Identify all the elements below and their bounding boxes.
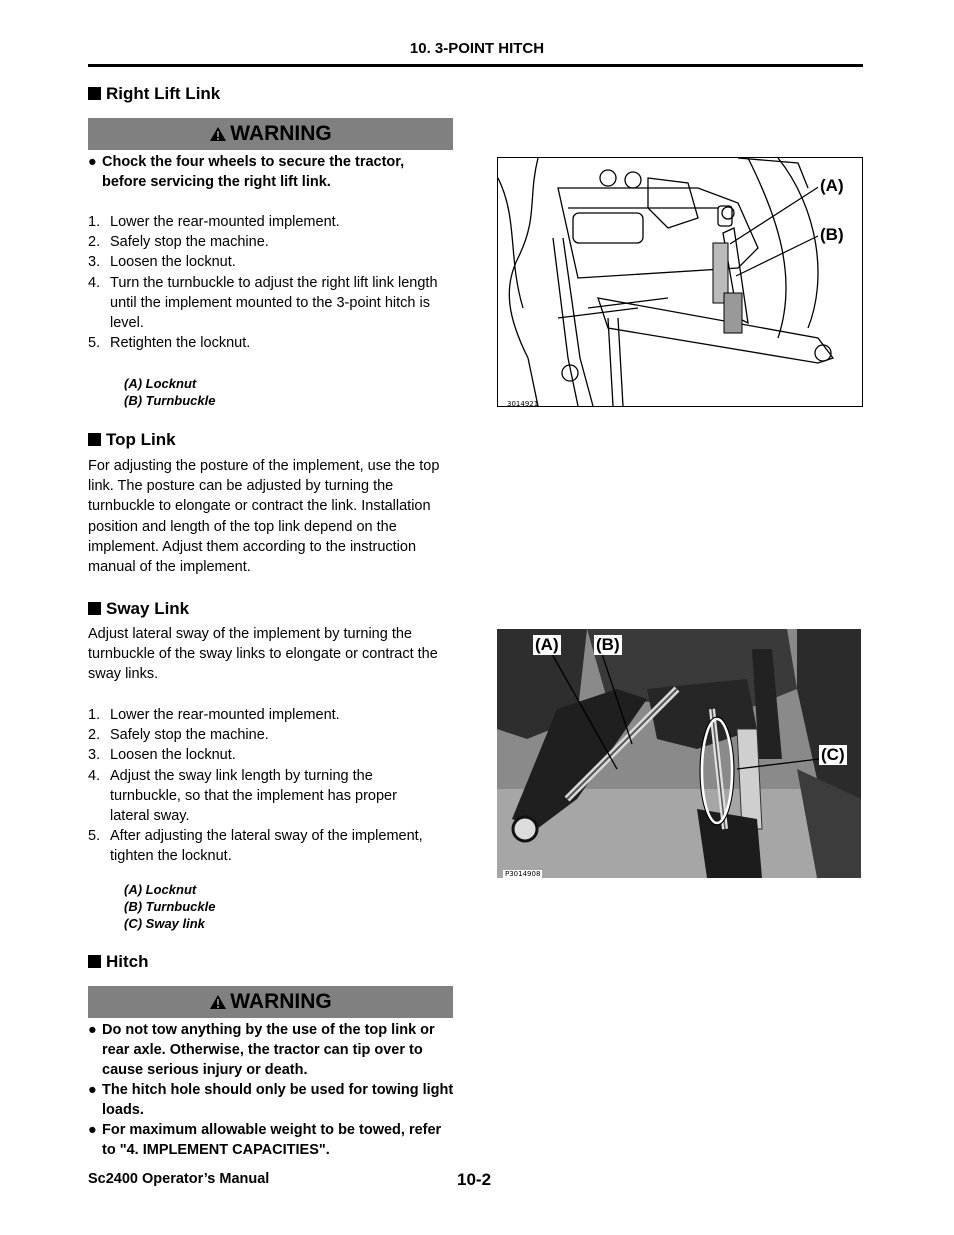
step-item: 4. Turn the turnbuckle to adjust the right lift link length until the implement mounted to the 3-point hitch is level.: [88, 274, 438, 332]
section-heading-right-lift-link: Right Lift Link: [88, 84, 220, 104]
step-item: 2. Safely stop the machine.: [88, 234, 269, 251]
lift-link-line-drawing: [498, 158, 862, 406]
filled-circle-bullet-icon: ●: [88, 154, 97, 170]
callout-b: (B): [596, 635, 620, 654]
square-bullet-icon: [88, 602, 101, 615]
section-heading-sway-link: Sway Link: [88, 599, 189, 619]
figure-id: 3014921: [507, 400, 539, 407]
callout-a: (A): [820, 176, 844, 195]
sway-link-photo: [497, 629, 861, 878]
warning-label: WARNING: [230, 122, 332, 145]
filled-circle-bullet-icon: ●: [88, 1022, 97, 1038]
figure-legend: (A) Locknut (B) Turnbuckle: [124, 376, 216, 408]
step-item: 5. After adjusting the lateral sway of the implement, tighten the locknut.: [88, 828, 423, 865]
footer-page-number: 10-2: [457, 1170, 492, 1189]
warning-triangle-icon: [209, 126, 227, 142]
filled-circle-bullet-icon: ●: [88, 1082, 97, 1098]
square-bullet-icon: [88, 433, 101, 446]
figure-legend: (A) Locknut (B) Turnbuckle (C) Sway link: [124, 882, 216, 931]
footer-manual-title: Sc2400 Operator’s Manual: [88, 1171, 270, 1187]
right-lift-link-steps: [88, 212, 458, 353]
warning-bullet: ● For maximum allowable weight to be towed, refer to "4. IMPLEMENT CAPACITIES".: [88, 1122, 442, 1158]
sway-link-steps: [88, 705, 458, 867]
right-lift-link-illustration: [497, 157, 863, 407]
figure-id: P3014908: [505, 870, 541, 878]
step-item: 5. Retighten the locknut.: [88, 335, 251, 352]
step-item: 3. Loosen the locknut.: [88, 254, 236, 271]
step-item: 4. Adjust the sway link length by turning the turnbuckle, so that the implement has proper lateral sway.: [88, 767, 397, 825]
page-header-title: 10. 3-POINT HITCH: [409, 40, 545, 57]
warning-label: WARNING: [230, 990, 332, 1013]
sway-link-photo-image: [497, 629, 861, 878]
warning-bullet: ● Do not tow anything by the use of the top link or rear axle. Otherwise, the tractor can tip over to cause serious injury or death.: [88, 1022, 435, 1078]
warning-bullet-list: [88, 1020, 454, 1160]
warning-banner: [88, 118, 453, 150]
step-item: 3. Loosen the locknut.: [88, 747, 236, 764]
callout-a: (A): [535, 635, 559, 654]
warning-bullet: ● The hitch hole should only be used for towing light loads.: [88, 1082, 454, 1118]
top-link-paragraph: For adjusting the posture of the implement, use the top link. The posture can be adjusted by turning the turnbuckle to elongate or contract the link. Installation position and length of the top link depend on the implement. Adjust them according to the instruction manual of the implement.: [88, 458, 440, 576]
step-item: 1. Lower the rear-mounted implement.: [88, 214, 340, 230]
warning-bullet: ● Chock the four wheels to secure the tractor, before servicing the right lift link.: [88, 154, 405, 190]
square-bullet-icon: [88, 955, 101, 968]
sway-link-paragraph: Adjust lateral sway of the implement by turning the turnbuckle of the sway links to elongate or contract the sway links.: [88, 626, 438, 683]
filled-circle-bullet-icon: ●: [88, 1122, 97, 1138]
header-divider: [88, 64, 863, 67]
warning-banner: [88, 986, 453, 1018]
step-item: 2. Safely stop the machine.: [88, 727, 269, 744]
callout-b: (B): [820, 225, 844, 244]
section-heading-hitch: Hitch: [88, 952, 149, 972]
square-bullet-icon: [88, 87, 101, 100]
warning-bullet-list: [88, 152, 438, 192]
callout-c: (C): [821, 745, 845, 764]
warning-triangle-icon: [209, 994, 227, 1010]
step-item: 1. Lower the rear-mounted implement.: [88, 707, 340, 723]
section-heading-top-link: Top Link: [88, 430, 176, 450]
